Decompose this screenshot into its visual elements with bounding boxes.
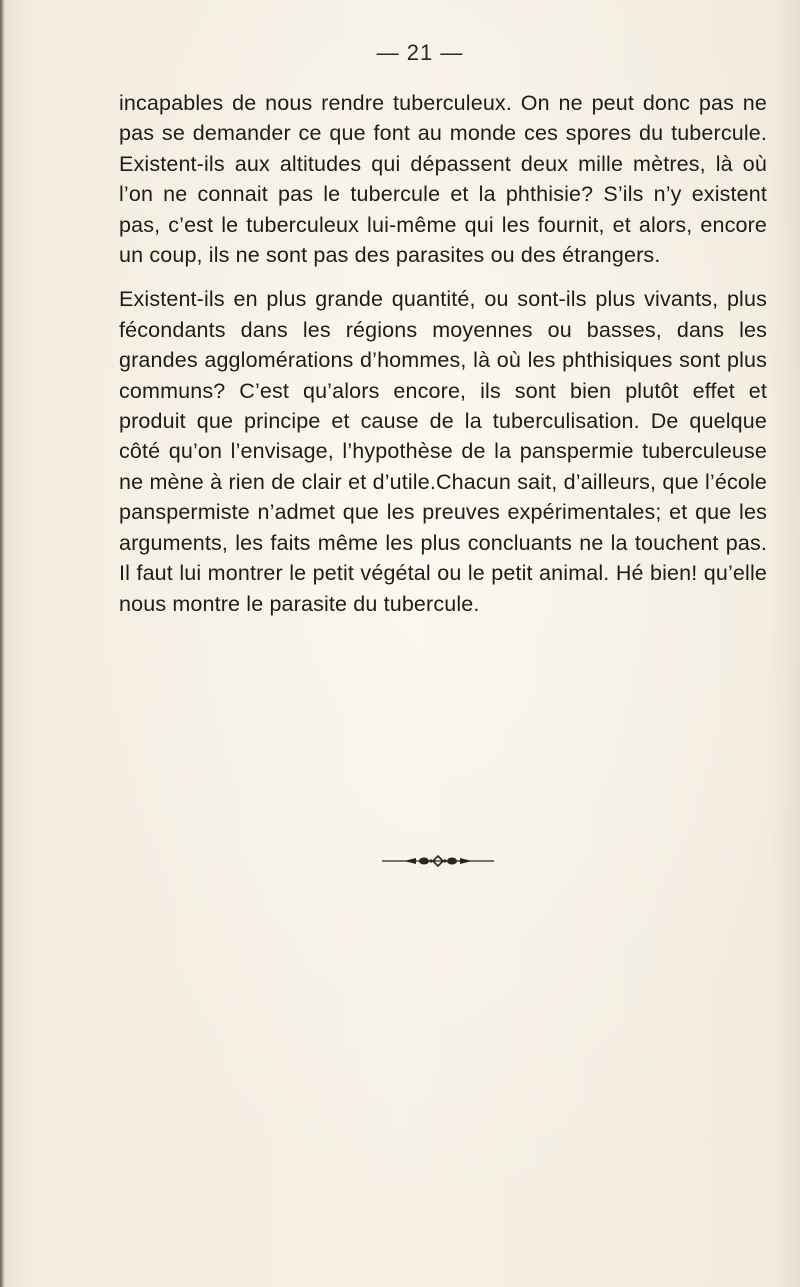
end-ornament-icon	[382, 855, 494, 867]
page-number: — 21 —	[376, 40, 464, 65]
body-text	[119, 88, 767, 619]
paragraph-1: incapables de nous rendre tuberculeux. On ne peut donc pas ne pas se demander ce que font au monde ces spores du tubercule. Existent-ils aux altitudes qui dépassent deux mille mètres, là où l’on ne connait pas le tubercule et la phthisie? S’ils n’y existent pas, c’est le tuberculeux lui-même qui les fournit, et alors, encore un coup, ils ne sont pas des parasites ou des étrangers.	[119, 91, 767, 268]
page-binding-edge	[0, 0, 5, 1287]
paragraph-2: Existent-ils en plus grande quantité, ou sont-ils plus vivants, plus fécondants dans les régions moyennes ou basses, dans les grandes agglomérations d’hommes, là où les phthisiques sont plus communs? C’est qu’alors encore, ils sont bien plutôt effet et produit que principe et cause de la tuberculisation. De quelque côté qu’on l’envisage, l’hypothèse de la panspermie tuberculeuse ne mène à rien de clair et d’utile.Chacun sait, d’ailleurs, que l’école panspermiste n’admet que les preuves expérimentales; et que les arguments, les faits même les plus concluants ne la touchent pas. Il faut lui montrer le petit végétal ou le petit animal. Hé bien! qu’elle nous montre le parasite du tubercule.	[119, 287, 767, 616]
